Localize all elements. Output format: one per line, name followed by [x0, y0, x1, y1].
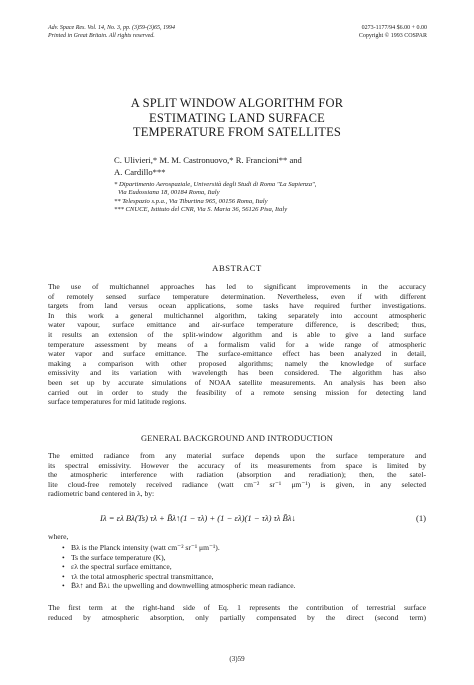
intro-line: lite cloud-free remotely received radiance (watt cm⁻² sr⁻¹ μm⁻¹) is given, in any selected	[48, 479, 426, 489]
equation-expression: Iλ = ελ Bλ(Ts) τλ + B̄λ↑(1 − τλ) + (1 − ελ)(1 − τλ) τλ B̄λ↓	[100, 513, 296, 523]
title-line: TEMPERATURE FROM SATELLITES	[132, 125, 342, 139]
definition-item: • Bλ is the Planck intensity (watt cm⁻² sr⁻¹ μm⁻¹).	[62, 543, 296, 553]
intro-line: radiometric band centered in λ, by:	[48, 489, 155, 499]
author-list	[114, 154, 414, 178]
abstract-line: of remotely sensed surface temperature determination. Nevertheless, even if with different	[48, 291, 426, 301]
intro-body	[48, 451, 426, 499]
intro-line: The emitted radiance from any material surface depends upon the surface temperature and	[48, 451, 426, 460]
author-line: C. Ulivieri,* M. M. Castronuovo,* R. Francioni** and	[114, 155, 302, 165]
equation-1	[48, 513, 426, 527]
intro-line: its spectral emissivity. However the accuracy of its measurements from space is limited by	[48, 460, 426, 470]
abstract-line: carried out in order to study the feasibility of a remote sensing mission for detecting land	[48, 387, 426, 397]
definition-item: • τλ the total atmospheric spectral transmittance,	[62, 572, 296, 582]
abstract-line: targets from land versus ocean applications, some tasks have required further investigations.	[48, 301, 426, 311]
journal-line: Adv. Space Res. Vol. 14, No. 3, pp. (3)59-(3)65, 1994	[48, 25, 176, 31]
title-line: A SPLIT WINDOW ALGORITHM FOR	[130, 96, 344, 110]
issn-block	[359, 25, 427, 40]
abstract-line: emissivity and its variation with wavelength has been considered. The algorithm has also	[48, 368, 426, 378]
intro-line: the atmospheric interference with radiation (absorption and reradiation); then, the satel-	[48, 470, 426, 480]
journal-citation	[48, 25, 175, 40]
paper-title	[0, 96, 474, 140]
issn-line: 0273-1177/94 $6.00 + 0.00	[361, 25, 427, 31]
equation-number: (1)	[415, 513, 426, 523]
closing-line: The first term at the right-hand side of Eq. 1 represents the contribution of terrestrial surface	[48, 603, 426, 612]
abstract-line: making a comparison with other proposed algorithms; namely the knowledge of surface	[48, 358, 426, 368]
abstract-line: temperature assessment by means of a formalism valid for a wide range of atmospheric	[48, 339, 426, 349]
abstract-line: surface temperatures for mid latitude regions.	[48, 397, 187, 407]
abstract-line: The use of multichannel approaches has led to significant improvements in the accuracy	[48, 282, 426, 291]
definition-item: • ελ the spectral surface emittance,	[62, 562, 296, 572]
section-heading: GENERAL BACKGROUND AND INTRODUCTION	[140, 434, 334, 443]
abstract-line: been set up by accurate simulations of NOAA satellite measurements. An analysis has been also	[48, 377, 426, 387]
author-line: A. Cardillo***	[114, 167, 166, 177]
abstract-heading: ABSTRACT	[212, 263, 262, 273]
definition-item: • Ts the surface temperature (K),	[62, 553, 296, 563]
copyright-line: Copyright © 1993 COSPAR	[358, 32, 427, 39]
abstract-line: In this work a general multichannel algorithm, taking separately into account atmospheric	[48, 310, 426, 320]
abstract-line: water vapour, surface emittance and air-surface temperature difference, is described; thus,	[48, 320, 426, 330]
abstract-line: it results an extension of the split-window algorithm and is able to give a land surface	[48, 329, 426, 339]
page-number: (3)59	[229, 655, 245, 663]
abstract-body	[48, 282, 426, 407]
affiliation-line: *** CNUCE, Istituto del CNR, Via S. Maria 36, 56126 Pisa, Italy	[114, 205, 288, 213]
where-label: where,	[48, 532, 69, 541]
title-line: ESTIMATING LAND SURFACE	[149, 110, 325, 125]
symbol-definitions	[62, 543, 296, 591]
closing-paragraph	[48, 603, 426, 622]
abstract-line: water vapor and surface emittance. The surface-emittance effect has been analyzed in detail,	[48, 349, 426, 359]
affiliation-line: Via Eudossiana 18, 00184 Roma, Italy	[118, 189, 220, 197]
affiliations	[114, 181, 434, 214]
printing-line: Printed in Great Britain. All rights reserved.	[48, 32, 155, 39]
definition-item: • B̄λ↑ and B̄λ↓ the upwelling and downwelling atmospheric mean radiance.	[62, 581, 296, 591]
affiliation-line: * Dipartimento Aerospaziale, Università degli Studi di Roma "La Sapienza",	[114, 181, 317, 188]
affiliation-line: ** Telespazio s.p.a., Via Tiburtina 965, 00156 Roma, Italy	[114, 197, 268, 205]
closing-line: reduced by atmospheric absorption, only partially compensated by the direct (second term)	[48, 612, 426, 622]
